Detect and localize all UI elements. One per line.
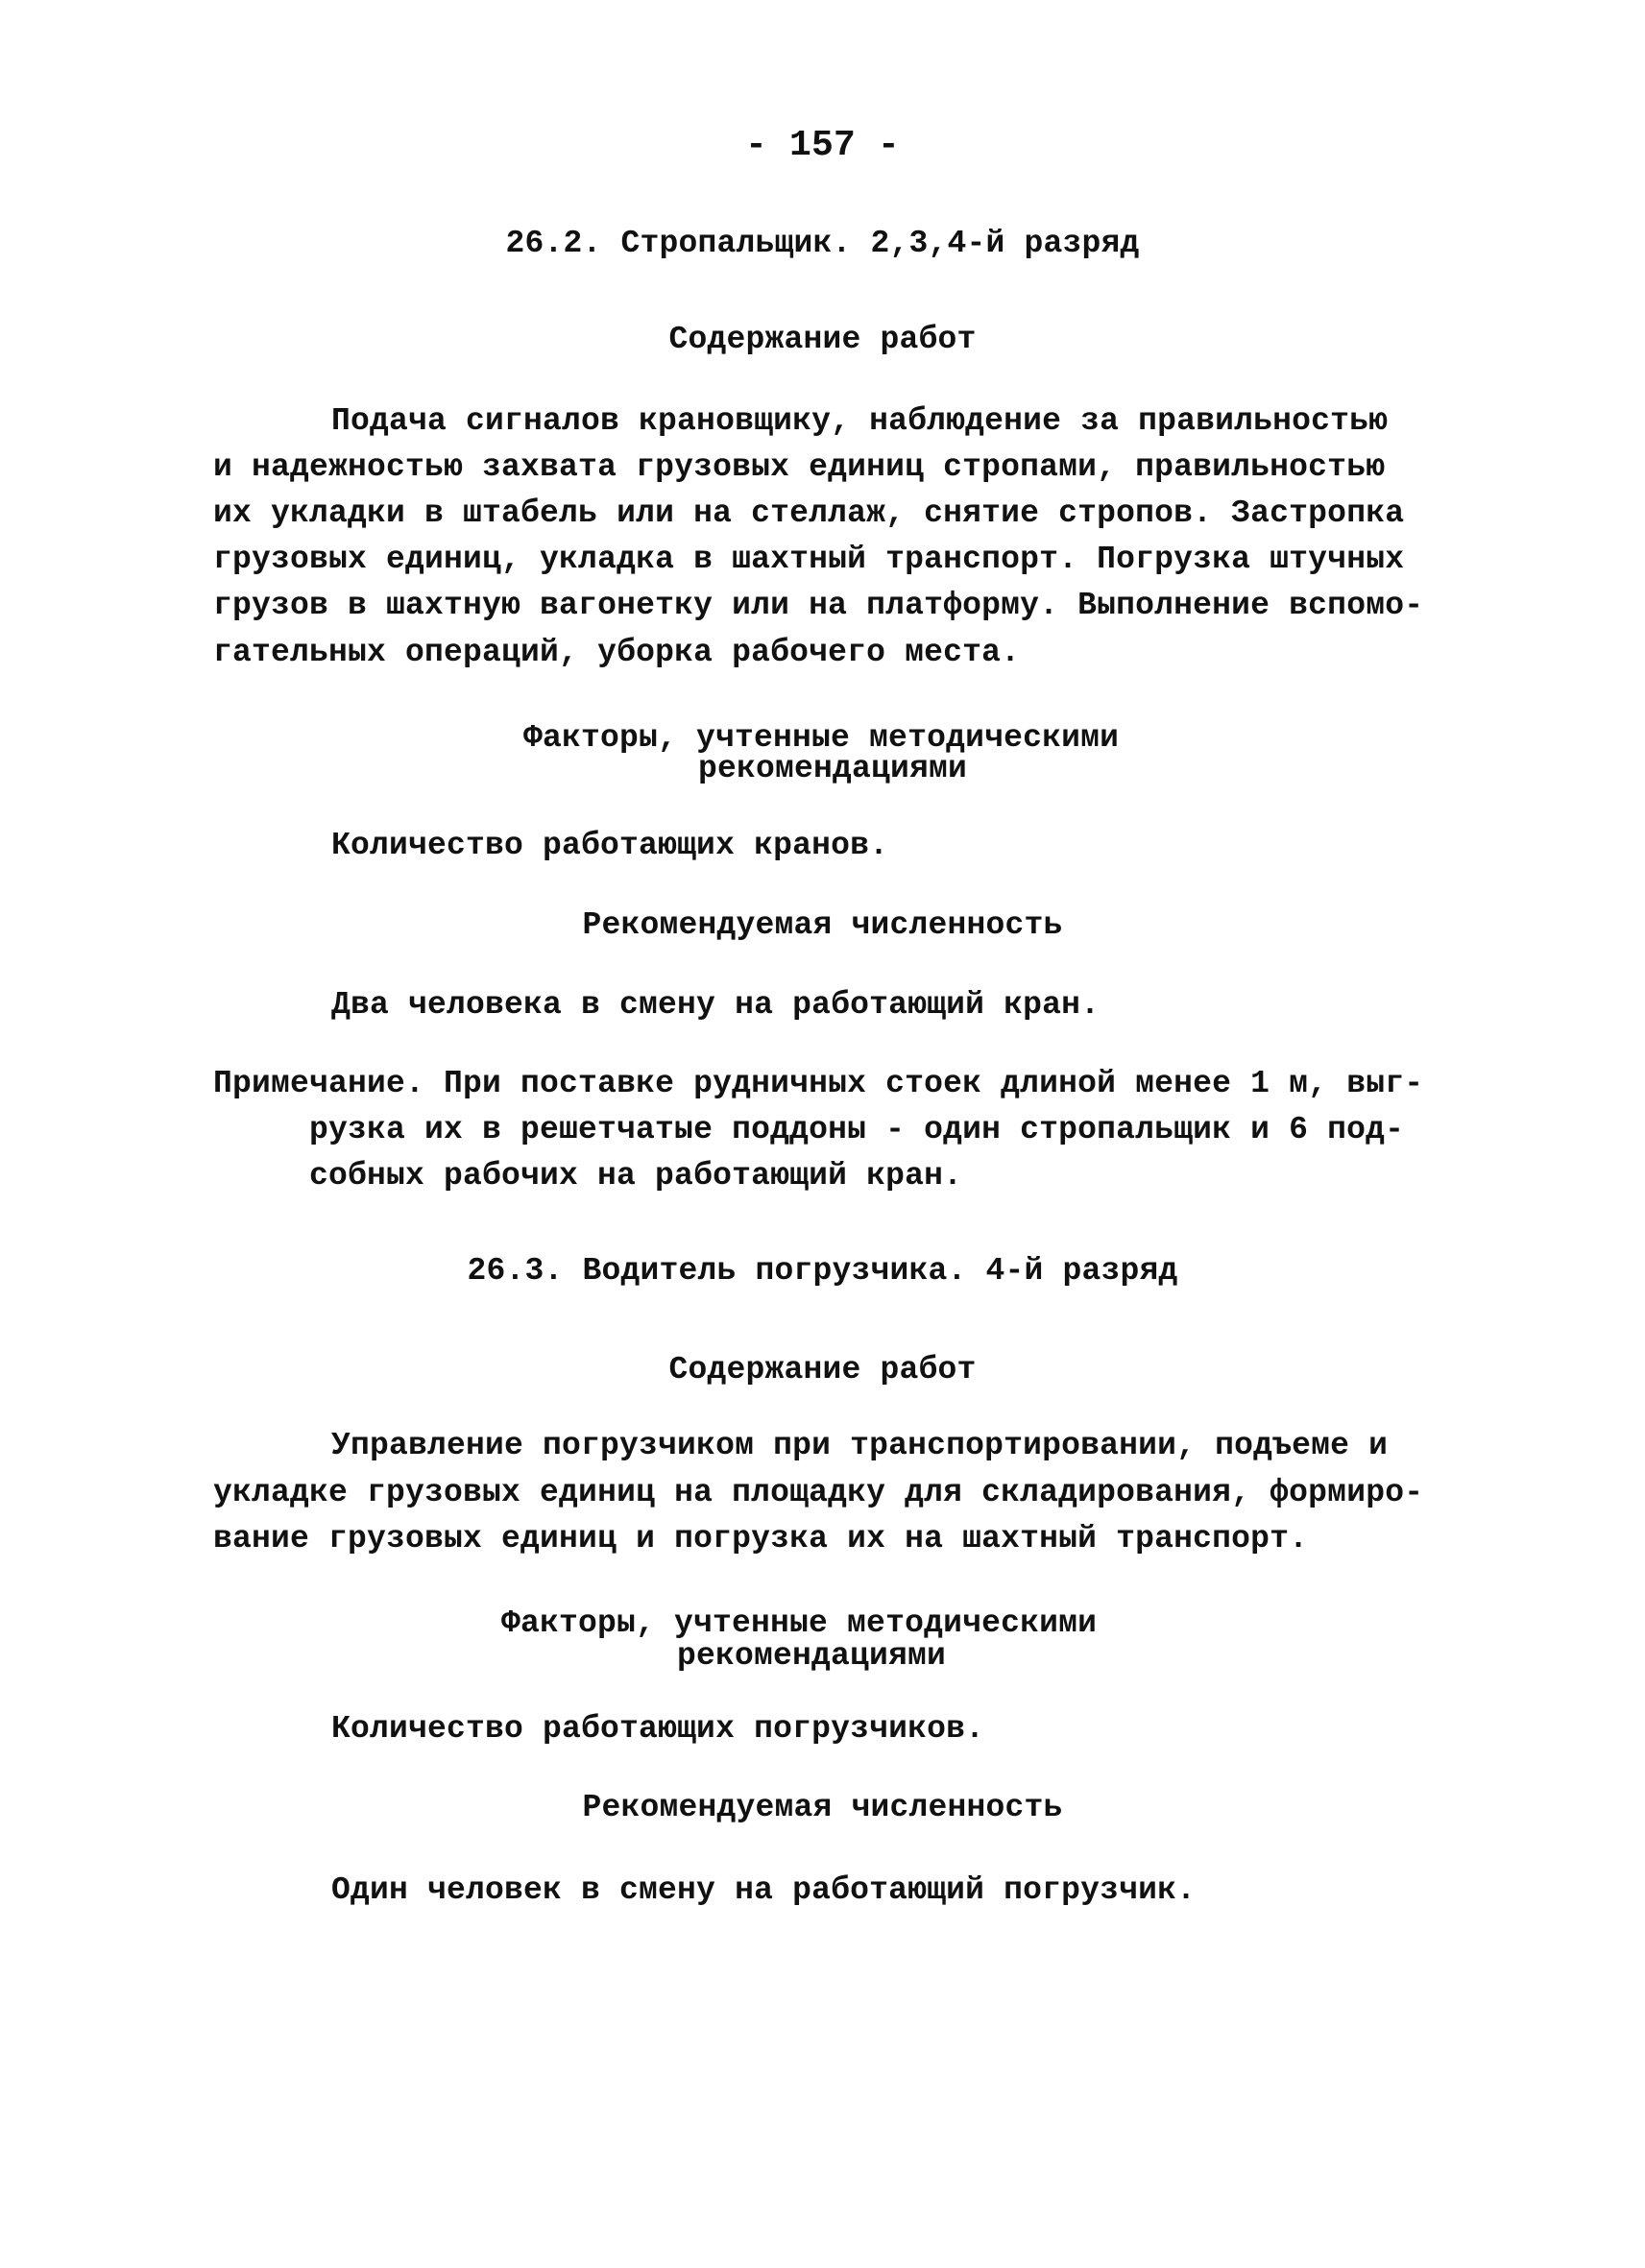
factors-title-continued: рекомендациями	[698, 751, 968, 786]
paragraph-line: гательных операций, уборка рабочего места.	[213, 635, 1021, 670]
paragraph-line: Управление погрузчиком при транспортировании, подъеме и	[331, 1428, 1389, 1463]
factors-title-continued: рекомендациями	[677, 1638, 947, 1674]
page-number: - 157 -	[744, 125, 901, 166]
factors-title: Факторы, учтенные методическими	[523, 720, 1120, 756]
paragraph-line: вание грузовых единиц и погрузка их на шахтный транспорт.	[213, 1521, 1309, 1556]
recommended-text: Один человек в смену на работающий погрузчик.	[331, 1872, 1197, 1908]
recommended-title: Рекомендуемая численность	[582, 1790, 1063, 1825]
paragraph-line: и надежностью захвата грузовых единиц стропами, правильностью	[213, 449, 1386, 485]
section-heading-26-2: 26.2. Стропальщик. 2,3,4-й разряд	[505, 226, 1140, 261]
paragraph-line: Подача сигналов крановщику, наблюдение за правильностью	[331, 403, 1389, 439]
content-title: Содержание работ	[668, 1352, 977, 1387]
recommended-title: Рекомендуемая численность	[582, 907, 1063, 943]
recommended-text: Два человека в смену на работающий кран.	[331, 987, 1101, 1023]
paragraph-line: грузов в шахтную вагонетку или на платформу. Выполнение вспомо-	[213, 588, 1424, 623]
paragraph-line: их укладки в штабель или на стеллаж, снятие стропов. Застропка	[213, 495, 1405, 531]
paragraph-line: укладке грузовых единиц на площадку для складирования, формиро-	[213, 1475, 1424, 1510]
content-title: Содержание работ	[668, 322, 977, 357]
factors-title: Факторы, учтенные методическими	[501, 1605, 1098, 1641]
factors-text: Количество работающих кранов.	[331, 828, 889, 863]
note-line: собных рабочих на работающий кран.	[309, 1158, 963, 1194]
factors-text: Количество работающих погрузчиков.	[331, 1711, 985, 1747]
note-line: Примечание. При поставке рудничных стоек длиной менее 1 м, выг-	[213, 1066, 1424, 1101]
section-heading-26-3: 26.3. Водитель погрузчика. 4-й разряд	[467, 1253, 1178, 1289]
paragraph-line: грузовых единиц, укладка в шахтный транспорт. Погрузка штучных	[213, 542, 1405, 577]
note-line: рузка их в решетчатые поддоны - один стропальщик и 6 под-	[309, 1112, 1405, 1147]
